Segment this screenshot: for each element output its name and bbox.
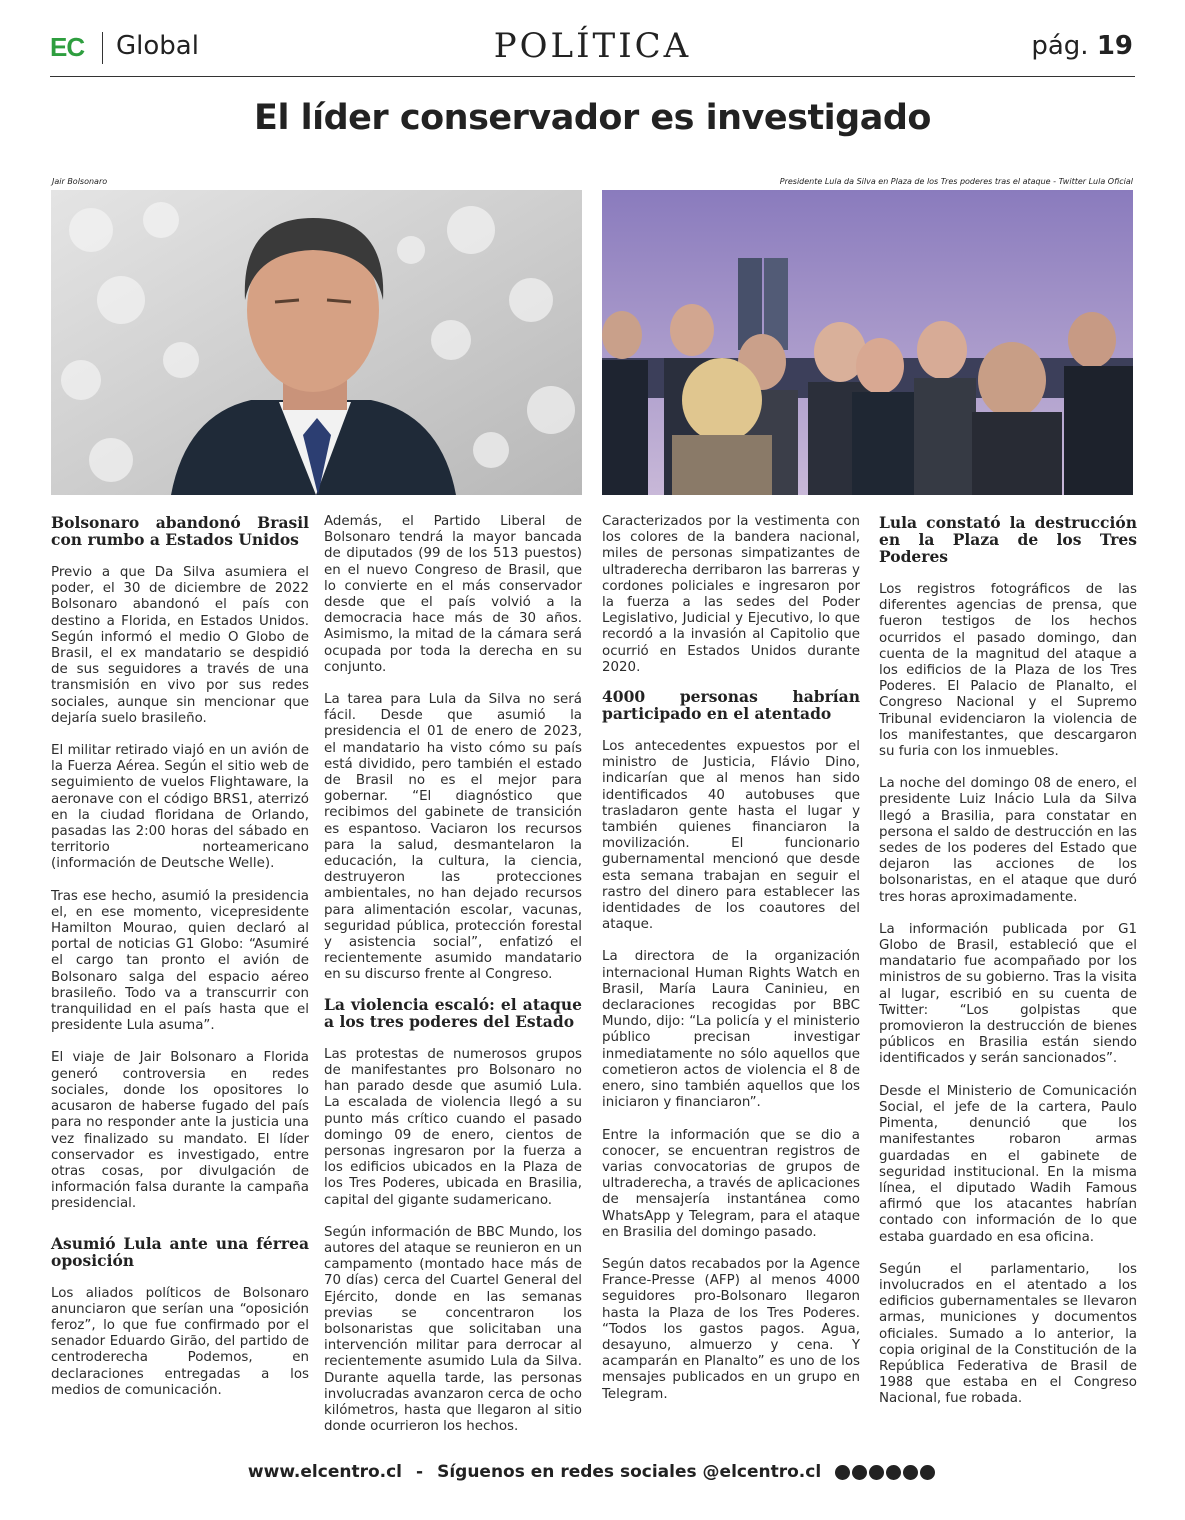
paragraph: Según información de BBC Mundo, los autores del ataque se reunieron en un campamento (montado hace más de 70 días) cerca del Cuartel General del Ejército, donde en las semanas previas se concentraron los bolsonaristas que solicitaban una intervención militar para derrocar al recientemente asumido Lula da Silva. Durante aquella tarde, las personas involucradas avanzaron cerca de ocho kilómetros, hasta que llegaron al sitio donde ocurrieron los hechos. <box>324 1224 582 1435</box>
page-footer <box>0 1462 1185 1485</box>
paragraph: La directora de la organización internacional Human Rights Watch en Brasil, María Laura Caninieu, en declaraciones recogidas por BBC Mundo, dijo: “La policía y el ministerio público precisan investigar inmediatamente no sólo aquellos que cometieron actos de violencia el 8 de enero, sino también aquellos que los iniciaron y financiaron”. <box>602 949 860 1111</box>
article-column-2 <box>324 514 582 1451</box>
subheading: Lula constató la destrucción en la Plaza de los Tres Poderes <box>879 513 1137 566</box>
paragraph: La noche del domingo 08 de enero, el presidente Luiz Inácio Lula da Silva llegó a Brasilia, para constatar en persona el saldo de destrucción en las sedes de los poderes del Estado que dejaron las acciones de los bolsonaristas, en el ataque que duró tres horas aproximadamente. <box>879 776 1137 905</box>
social-text: Síguenos en redes sociales @elcentro.cl <box>437 1462 822 1482</box>
headline: El líder conservador es investigado <box>254 98 931 138</box>
photo-caption-left: Jair Bolsonaro <box>52 177 108 186</box>
page-number <box>1031 31 1133 61</box>
paragraph: Los aliados políticos de Bolsonaro anunciaron que serían una “oposición feroz”, lo que fue confirmado por el senador Eduardo Girão, del partido de centroderecha Podemos, en declaraciones entregadas a los medios de comunicación. <box>51 1285 309 1398</box>
tiktok-icon[interactable] <box>920 1465 935 1480</box>
spotify-icon[interactable] <box>903 1465 918 1480</box>
subheading: Asumió Lula ante una férrea oposición <box>51 1233 309 1270</box>
youtube-icon[interactable] <box>869 1465 884 1480</box>
category-title: POLÍTICA <box>493 26 692 66</box>
facebook-icon[interactable] <box>835 1465 850 1480</box>
paragraph: Los registros fotográficos de las diferentes agencias de prensa, que fueron testigos de los hechos ocurridos el pasado domingo, dan cuenta de la magnitud del ataque a los edificios de la Plaza de los Tres Poderes. El Palacio de Planalto, el Congreso Nacional y el Supremo Tribunal evidenciaron la violencia de los manifestantes, que descargaron su furia con los inmuebles. <box>879 582 1137 760</box>
paragraph: Desde el Ministerio de Comunicación Social, el jefe de la cartera, Paulo Pimenta, denunció que los manifestantes robaron armas guardadas en el gabinete de seguridad institucional. En la misma línea, el diputado Wadih Famous afirmó que los atacantes habrían contado con información de lo que estaba guardado en esa oficina. <box>879 1083 1137 1245</box>
subheading: Bolsonaro abandonó Brasil con rumbo a Estados Unidos <box>51 513 309 549</box>
page-label: pág. <box>1031 31 1089 61</box>
paragraph: Además, el Partido Liberal de Bolsonaro tendrá la mayor bancada de diputados (99 de los 513 puestos) en el nuevo Congreso de Brasil, que lo convierte en el más conservador desde que el país volvió a la democracia hace más de 30 años. Asimismo, la mitad de la cámara será ocupada por toda la derecha en su conjunto. <box>324 514 582 675</box>
footer-separator: - <box>416 1462 424 1482</box>
article-column-1 <box>51 514 309 1415</box>
paragraph: La tarea para Lula da Silva no será fácil. Desde que asumió la presidencia el 01 de enero de 2023, el mandatario ha visto cómo su país está dividido, pero también el estado de Brasil no es el mejor para gobernar. “El diagnóstico que recibimos del gabinete de transición es espantoso. Vaciaron los recursos para la salud, desmantelaron la educación, la cultura, la ciencia, destruyeron las protecciones ambientales, no han dejado recursos para alimentación escolar, vacunas, seguridad pública, protección forestal y asistencia social”, enfatizó el recientemente asumido mandatario en su discurso frente al Congreso. <box>324 692 582 983</box>
article-column-3 <box>602 514 860 1419</box>
page-header <box>50 26 1135 77</box>
photo-caption-right: Presidente Lula da Silva en Plaza de los Tres poderes tras el ataque - Twitter Lula Oficial <box>779 177 1133 186</box>
paragraph: Según datos recabados por la Agence France-Presse (AFP) al menos 4000 seguidores pro-Bolsonaro llegaron hasta la Plaza de los Tres Poderes. “Todos los gastos pagos. Agua, desayuno, almuerzo y cena. Y acamparán en Planalto” es uno de los mensajes publicados en un grupo en Telegram. <box>602 1256 860 1402</box>
website-link[interactable]: www.elcentro.cl <box>247 1462 403 1482</box>
instagram-icon[interactable] <box>852 1465 867 1480</box>
logo[interactable]: EC <box>50 32 85 62</box>
paragraph: Según el parlamentario, los involucrados en el atentado a los edificios gubernamentales se llevaron armas, municiones y documentos oficiales. Sumado a lo anterior, la copia original de la Constitución de la República Federativa de Brasil de 1988 que estaba en el Congreso Nacional, fue robada. <box>879 1261 1137 1407</box>
subheading: La violencia escaló: el ataque a los tres poderes del Estado <box>324 994 582 1031</box>
paragraph: La información publicada por G1 Globo de Brasil, estableció que el mandatario fue acompañado por los ministros de su gobierno. Tras la visita al lugar, escribió en su cuenta de Twitter: “Los golpistas que promovieron la destrucción de bienes públicos en Brasilia están siendo identificados y serán sancionados”. <box>879 921 1137 1067</box>
paragraph: El viaje de Jair Bolsonaro a Florida generó controversia en redes sociales, donde los opositores lo acusaron de haberse fugado del país para no responder ante la justicia una vez finalizado su mandato. El líder conservador es investigado, entre otras cosas, por divulgación de información falsa durante la campaña presidencial. <box>51 1050 309 1212</box>
paragraph: Los antecedentes expuestos por el ministro de Justicia, Flávio Dino, indicarían que al menos han sido identificados 40 autobuses que trasladaron gente hasta el lugar y también quienes financiaron la movilización. El funcionario gubernamental mencionó que desde esta semana trabajan en seguir el rastro del dinero para establecer las identidades de los coautores del ataque. <box>602 739 860 933</box>
article-column-4 <box>879 514 1137 1424</box>
paragraph: Entre la información que se dio a conocer, se encuentran registros de varias convocatorias de grupos de ultraderecha, a través de aplicaciones de mensajería instantánea como WhatsApp y Telegram, para el ataque en Brasilia del domingo pasado. <box>602 1127 860 1240</box>
subheading: 4000 personas habrían participado en el atentado <box>602 687 860 724</box>
photo-lula <box>602 190 1133 495</box>
twitter-icon[interactable] <box>886 1465 901 1480</box>
paragraph: Las protestas de numerosos grupos de manifestantes pro Bolsonaro no han parado desde que asumió Lula. La escalada de violencia llegó a su punto más crítico cuando el pasado domingo 09 de enero, cientos de personas ingresaron por la fuerza a los edificios ubicados en la Plaza de los Tres Poderes, ubicada en Brasilia, capital del gigante sudamericano. <box>324 1046 582 1208</box>
section-label: Global <box>116 31 199 61</box>
photo-bolsonaro <box>51 190 582 495</box>
paragraph: Caracterizados por la vestimenta con los colores de la bandera nacional, miles de personas simpatizantes de ultraderecha derribaron las barreras y cordones policiales e ingresaron por la fuerza a las sedes del Poder Legislativo, Judicial y Ejecutivo, lo que recordó a la invasión al Capitolio que ocurrió en Estados Unidos durante 2020. <box>602 514 860 675</box>
paragraph: El militar retirado viajó en un avión de la Fuerza Aérea. Según el sitio web de seguimiento de vuelos Flightaware, la aeronave con el código BRS1, aterrizó en la ciudad floridana de Orlando, pasadas las 2:00 horas del sábado en territorio norteamericano (información de Deutsche Welle). <box>51 743 309 872</box>
paragraph: Tras ese hecho, asumió la presidencia el, en ese momento, vicepresidente Hamilton Mourao, quien declaró al portal de noticias G1 Globo: “Asumiré el cargo tan pronto el avión de Bolsonaro salga del espacio aéreo brasileño. Todo va a transcurrir con tranquilidad en el país hasta que el presidente Lula asuma”. <box>51 888 309 1034</box>
social-icons <box>835 1465 937 1485</box>
page-number-value: 19 <box>1096 31 1133 61</box>
paragraph: Previo a que Da Silva asumiera el poder, el 30 de diciembre de 2022 Bolsonaro abandonó el país con destino a Florida, en Estados Unidos. Según informó el medio O Globo de Brasil, el ex mandatario se despidió de sus seguidores a través de una transmisión en vivo por sus redes sociales, aunque sin mencionar que dejaría suelo brasileño. <box>51 565 309 726</box>
